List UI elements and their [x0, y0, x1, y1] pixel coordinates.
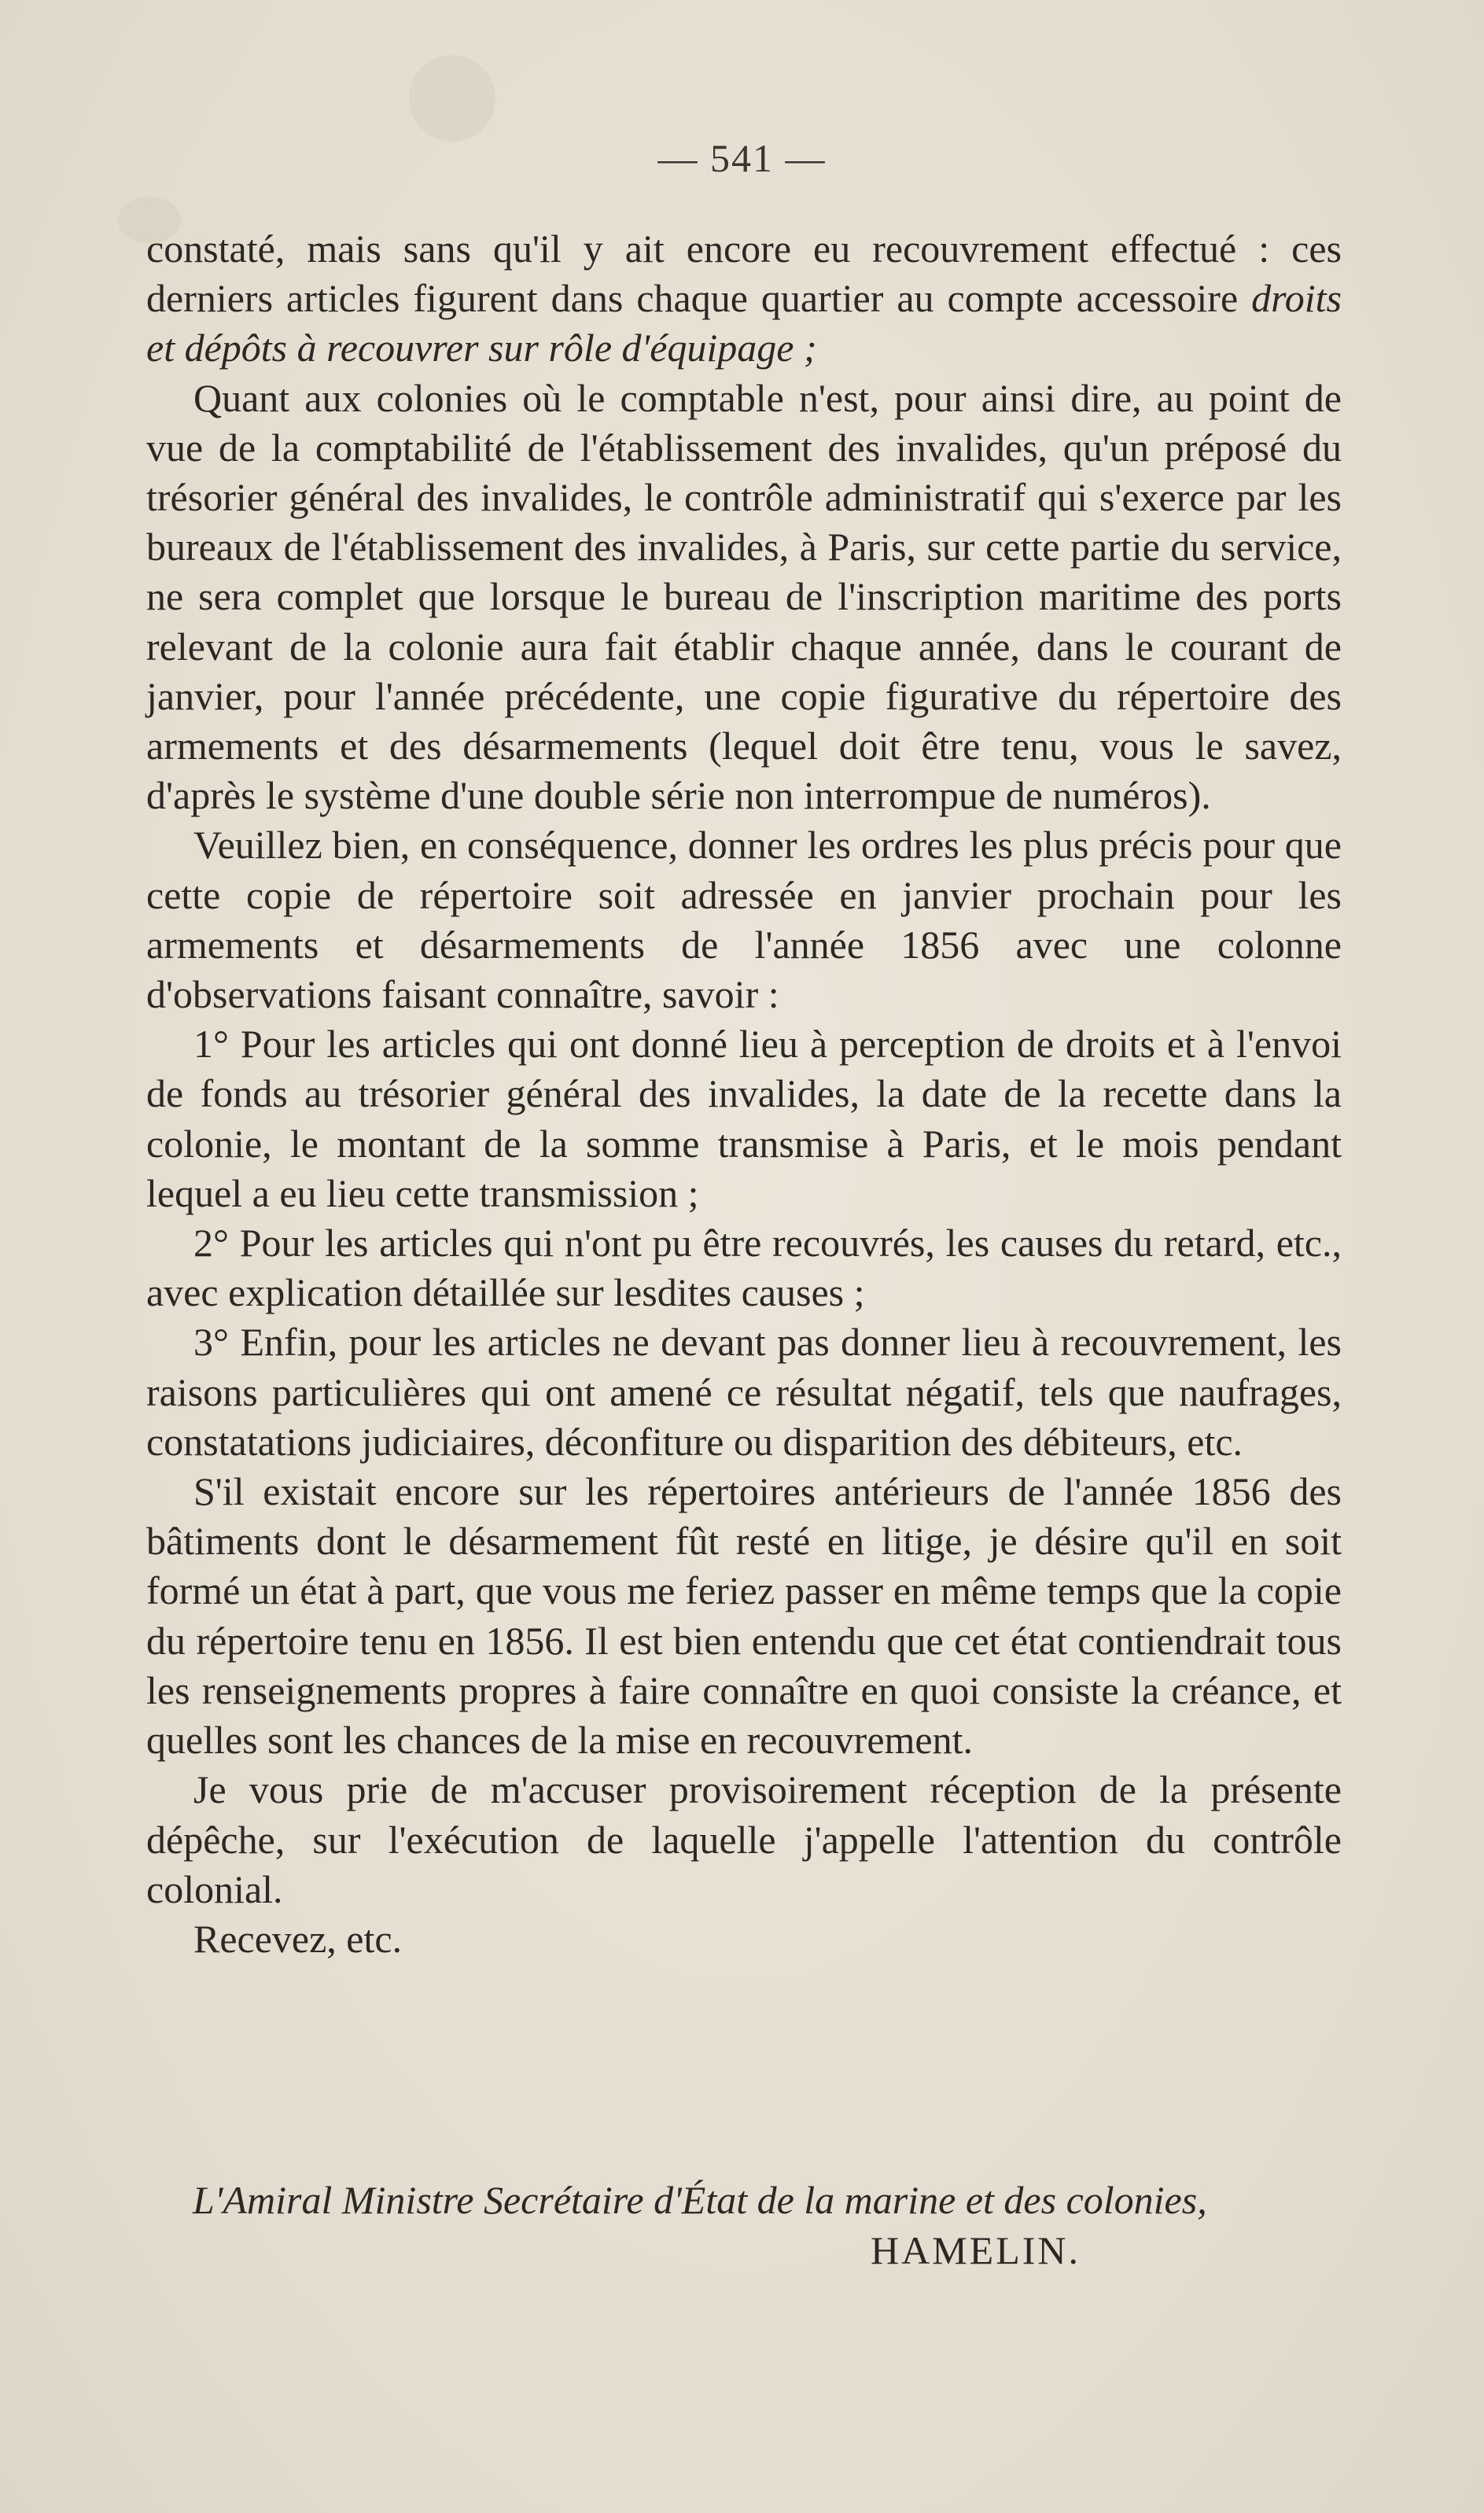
paragraph: Quant aux colonies où le comptable n'est, pour ainsi dire, au point de vue de la comptabilité de l'établissement des invalides, qu'un préposé du trésorier général des invalides, le contrôle administratif qui s'exerce par les bureaux de l'établissement des invalides, à Paris, sur cette partie du service, ne sera complet que lorsque le bureau de l'inscription maritime des ports relevant de la colonie aura fait établir chaque année, dans le courant de janvier, pour l'année précédente, une copie figurative du répertoire des armements et des désarmements (lequel doit être tenu, vous le savez, d'après le système d'une double série non interrompue de numéros).	[146, 375, 1342, 818]
paragraph: 1° Pour les articles qui ont donné lieu à perception de droits et à l'envoi de fonds au trésorier général des invalides, la date de la recette dans la colonie, le montant de la somme transmise à Paris, et le mois pendant lequel a eu lieu cette transmission ;	[146, 1022, 1342, 1215]
page-number: — 541 —	[657, 136, 827, 180]
paragraph: 3° Enfin, pour les articles ne devant pas donner lieu à recouvrement, les raisons particulières qui ont amené ce résultat négatif, tels que naufrages, constatations judiciaires, déconfiture ou disparition des débiteurs, etc.	[146, 1320, 1342, 1464]
signatory-title: L'Amiral Ministre Secrétaire d'État de la marine et des colonies,	[193, 2178, 1207, 2222]
paper-stain	[409, 55, 495, 142]
signature-block	[193, 2175, 1341, 2275]
paragraph: Veuillez bien, en conséquence, donner les ordres les plus précis pour que cette copie de répertoire soit adressée en janvier prochain pour les armements et désarmements de l'année 1856 avec une colonne d'observations faisant connaître, savoir :	[146, 823, 1342, 1017]
paragraph: Je vous prie de m'accuser provisoirement réception de la présente dépêche, sur l'exécution de laquelle j'appelle l'attention du contrôle colonial.	[146, 1767, 1342, 1911]
paragraph-text: constaté, mais sans qu'il y ait encore eu recouvrement effectué : ces derniers articles figurent dans chaque quartier au compte accessoire	[146, 227, 1342, 321]
paragraph	[146, 224, 1342, 374]
signatory-name: HAMELIN.	[871, 2228, 1081, 2272]
account-name-italic: droits et dépôts à recouvrer sur rôle d'équipage ;	[146, 276, 1342, 370]
paragraph: Recevez, etc.	[193, 1916, 403, 1961]
paragraph: 2° Pour les articles qui n'ont pu être recouvrés, les causes du retard, etc., avec explication détaillée sur lesdites causes ;	[146, 1221, 1342, 1315]
paragraph: S'il existait encore sur les répertoires antérieurs de l'année 1856 des bâtiments dont le désarmement fût resté en litige, je désire qu'il en soit formé un état à part, que vous me feriez passer en même temps que la copie du répertoire tenu en 1856. Il est bien entendu que cet état contiendrait tous les renseignements propres à faire connaître en quoi consiste la créance, et quelles sont les chances de la mise en recouvrement.	[146, 1469, 1342, 1763]
body-text	[146, 224, 1342, 1964]
